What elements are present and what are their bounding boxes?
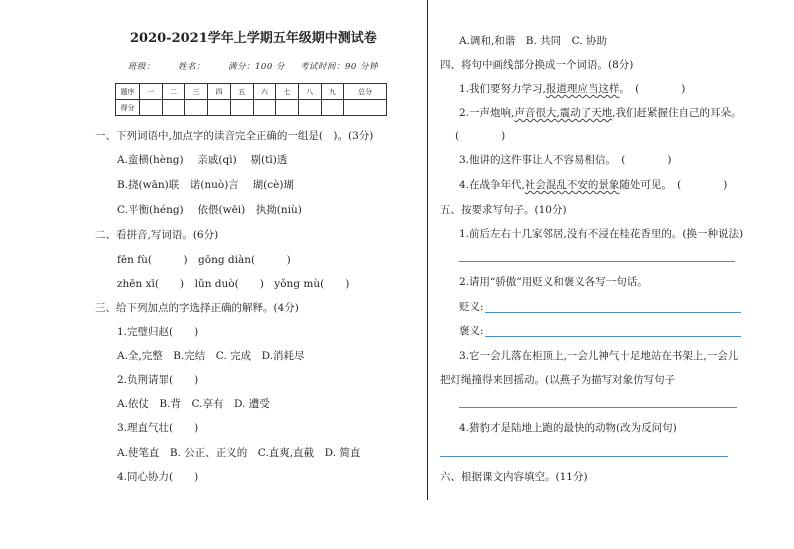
q5-bianyi-label: 贬义: [459, 301, 484, 313]
q3-sub2-options: A.依仗 B.背 C.享有 D. 遭受 [117, 398, 270, 410]
q2-title: 二、看拼音,写词语。(6分) [95, 229, 219, 241]
score-header-cell: 七 [276, 84, 299, 100]
q6-title: 六、根据课文内容填空。(11分) [440, 471, 588, 483]
q5-title: 五、按要求写句子。(10分) [440, 204, 567, 216]
name-label: 姓名： [178, 62, 206, 72]
score-table-score-row [116, 100, 387, 116]
score-header-cell: 五 [230, 84, 253, 100]
column-divider [427, 0, 428, 500]
exam-time: 考试时间：90 分钟 [300, 62, 379, 72]
q4-sub2 [459, 106, 742, 120]
q2-pinyin-line1: fēn fù( ) gōng diàn( ) [117, 254, 291, 266]
q5-sub2: 2.请用“骄傲”用贬义和褒义各写一句话。 [459, 276, 648, 288]
score-cell [230, 100, 253, 116]
q4-title: 四、将句中画线部分换成一个词语。(8分) [440, 59, 634, 71]
q1-option-c: C.平衡(héng) 依偎(wēi) 执拗(niù) [117, 204, 302, 216]
q1-option-b: B.挠(wān)联 诺(nuò)言 瑚(cè)瑚 [117, 179, 294, 191]
score-header-cell: 三 [185, 84, 208, 100]
score-cell [298, 100, 321, 116]
q4-sub4-pre: 4.在战争年代, [459, 179, 525, 191]
q5-sub1: 1.前后左右十几家邻居,没有不浸在桂花香里的。(换一种说法) [459, 228, 744, 240]
q4-sub2-underlined: 声音很大,震动了天地 [514, 107, 613, 119]
score-header-cell: 总分 [344, 84, 387, 100]
q5-sub3-line2: 把灯绳撞得来回摇动。(以燕子为描写对象仿写句子 [440, 374, 676, 386]
score-row-label: 得分 [116, 100, 140, 116]
q3-sub1-options: A.全,完整 B.完结 C. 完成 D.消耗尽 [117, 350, 305, 362]
score-header-cell: 一 [140, 84, 163, 100]
q3-sub2: 2.负荆请罪( ) [117, 374, 199, 386]
score-header-cell: 六 [253, 84, 276, 100]
class-label: 班级： [128, 62, 156, 72]
q4-sub2-pre: 2.一声炮响, [459, 107, 515, 119]
q3-title: 三、给下列加点的字选择正确的解释。(4分) [95, 302, 299, 314]
score-header-cell: 题序 [116, 84, 140, 100]
score-header-cell: 四 [208, 84, 231, 100]
full-score: 满分：100 分 [228, 62, 285, 72]
q4-sub3: 3.他讲的这件事让人不容易相信。 ( ) [459, 154, 672, 166]
q3-sub4: 4.同心协力( ) [117, 471, 199, 483]
q4-sub4-post: 随处可见。 ( ) [619, 179, 728, 191]
q5-baoyi-label: 褒义: [459, 325, 484, 337]
q4-sub1 [459, 82, 685, 96]
q4-sub2-blank: ( ) [455, 130, 506, 142]
q1-title: 一、下列词语中,加点字的读音完全正确的一组是( )。(3分) [95, 130, 374, 142]
q5-sub3-answer-line[interactable] [459, 407, 737, 408]
score-header-cell: 二 [162, 84, 185, 100]
score-header-cell: 八 [298, 84, 321, 100]
q2-pinyin-line2: zhēn xī( ) lǔn duò( ) yǒng mù( ) [117, 278, 350, 290]
score-cell [208, 100, 231, 116]
q5-sub1-answer-line[interactable] [459, 261, 735, 262]
q5-baoyi-answer-line[interactable] [485, 336, 741, 337]
score-table-header-row [116, 84, 387, 100]
score-cell [140, 100, 163, 116]
page-title: 2020-2021学年上学期五年级期中测试卷 [130, 31, 377, 46]
score-cell [185, 100, 208, 116]
score-cell [276, 100, 299, 116]
q5-sub4-answer-line[interactable] [440, 456, 728, 457]
score-header-cell: 九 [321, 84, 344, 100]
q4-sub2-post: ,我们赶紧握住自己的耳朵。 [612, 107, 742, 119]
q5-sub4: 4.猎豹才是陆地上跑的最快的动物(改为反问句) [459, 422, 677, 434]
q4-sub1-pre: 1.我们要努力学习, [459, 83, 546, 95]
q3-sub4-options: A.调和,和谐 B. 共同 C. 协助 [459, 35, 607, 47]
score-cell [344, 100, 387, 116]
q5-bianyi-answer-line[interactable] [485, 312, 741, 313]
q4-sub4 [459, 178, 727, 192]
q3-sub3: 3.理直气壮( ) [117, 422, 199, 434]
q3-sub1: 1.完璧归赵( ) [117, 326, 199, 338]
score-cell [321, 100, 344, 116]
q4-sub1-underlined: 报道理应当这样 [545, 83, 620, 95]
q4-sub4-underlined: 社会混乱不安的景象 [524, 179, 620, 191]
q5-sub3-line1: 3.它一会儿落在柜顶上,一会儿神气十足地站在书架上,一会儿 [459, 350, 739, 362]
q4-sub1-post: 。 ( ) [619, 83, 686, 95]
score-table [115, 83, 387, 116]
q3-sub3-options: A.使笔直 B. 公正、正义的 C.直爽,直截 D. 简直 [117, 447, 361, 459]
score-cell [253, 100, 276, 116]
q1-option-a: A.蛮横(hèng) 亲戚(qì) 剔(tī)透 [117, 154, 288, 166]
score-cell [162, 100, 185, 116]
